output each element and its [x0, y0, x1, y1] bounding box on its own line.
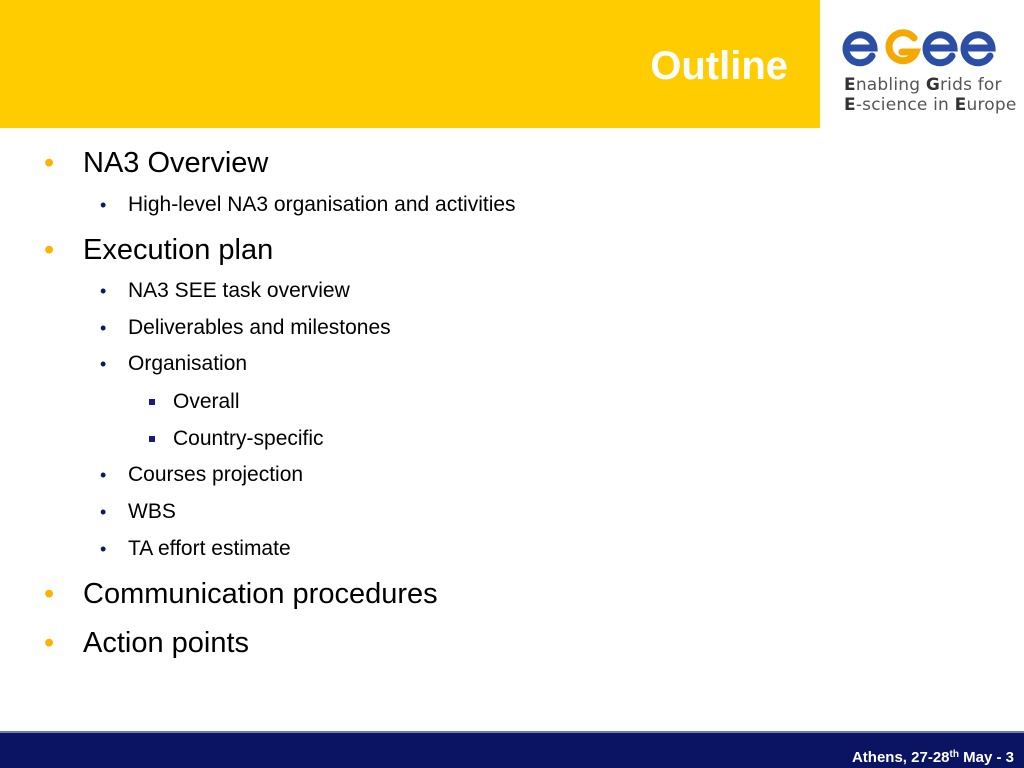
bullet-dot: •: [100, 539, 107, 559]
bullet-dot: •: [100, 281, 107, 301]
outline-subsubitem: Country-specific: [173, 427, 324, 450]
logo-tagline-line1: Enabling Grids for: [844, 75, 1002, 95]
bullet-dot: •: [44, 627, 55, 659]
outline-subitem: High-level NA3 organisation and activities: [128, 193, 516, 216]
outline-subitem: TA effort estimate: [128, 537, 291, 560]
footer-text: Athens, 27-28th May - 3: [851, 749, 1014, 766]
egee-logo: [820, 0, 1024, 128]
bullet-dot: •: [100, 195, 107, 215]
square-bullet: [149, 436, 155, 442]
bullet-dot: •: [100, 318, 107, 338]
outline-subitem: WBS: [128, 500, 176, 523]
bullet-dot: •: [100, 502, 107, 522]
footer-band: [0, 733, 1024, 768]
bullet-dot: •: [100, 465, 107, 485]
egee-wordmark-icon: [842, 28, 1002, 68]
outline-subsubitem: Overall: [173, 390, 240, 413]
bullet-dot: •: [44, 147, 55, 179]
outline-item-communication: Communication procedures: [83, 578, 438, 610]
outline-subitem: NA3 SEE task overview: [128, 279, 350, 302]
square-bullet: [149, 399, 155, 405]
bullet-dot: •: [44, 234, 55, 266]
outline-item-action-points: Action points: [83, 627, 250, 659]
bullet-dot: •: [100, 354, 107, 374]
logo-tagline: [844, 75, 1017, 115]
outline-subitem: Organisation: [128, 352, 248, 375]
slide-title: Outline: [650, 44, 788, 88]
outline-subitem: Deliverables and milestones: [128, 316, 391, 339]
outline-item-execution-plan: Execution plan: [83, 234, 274, 266]
logo-tagline-line2: E-science in Europe: [844, 95, 1017, 115]
bullet-dot: •: [44, 578, 55, 610]
header-band: [0, 0, 820, 128]
outline-subitem: Courses projection: [128, 463, 304, 486]
outline-item-na3-overview: NA3 Overview: [83, 147, 269, 179]
